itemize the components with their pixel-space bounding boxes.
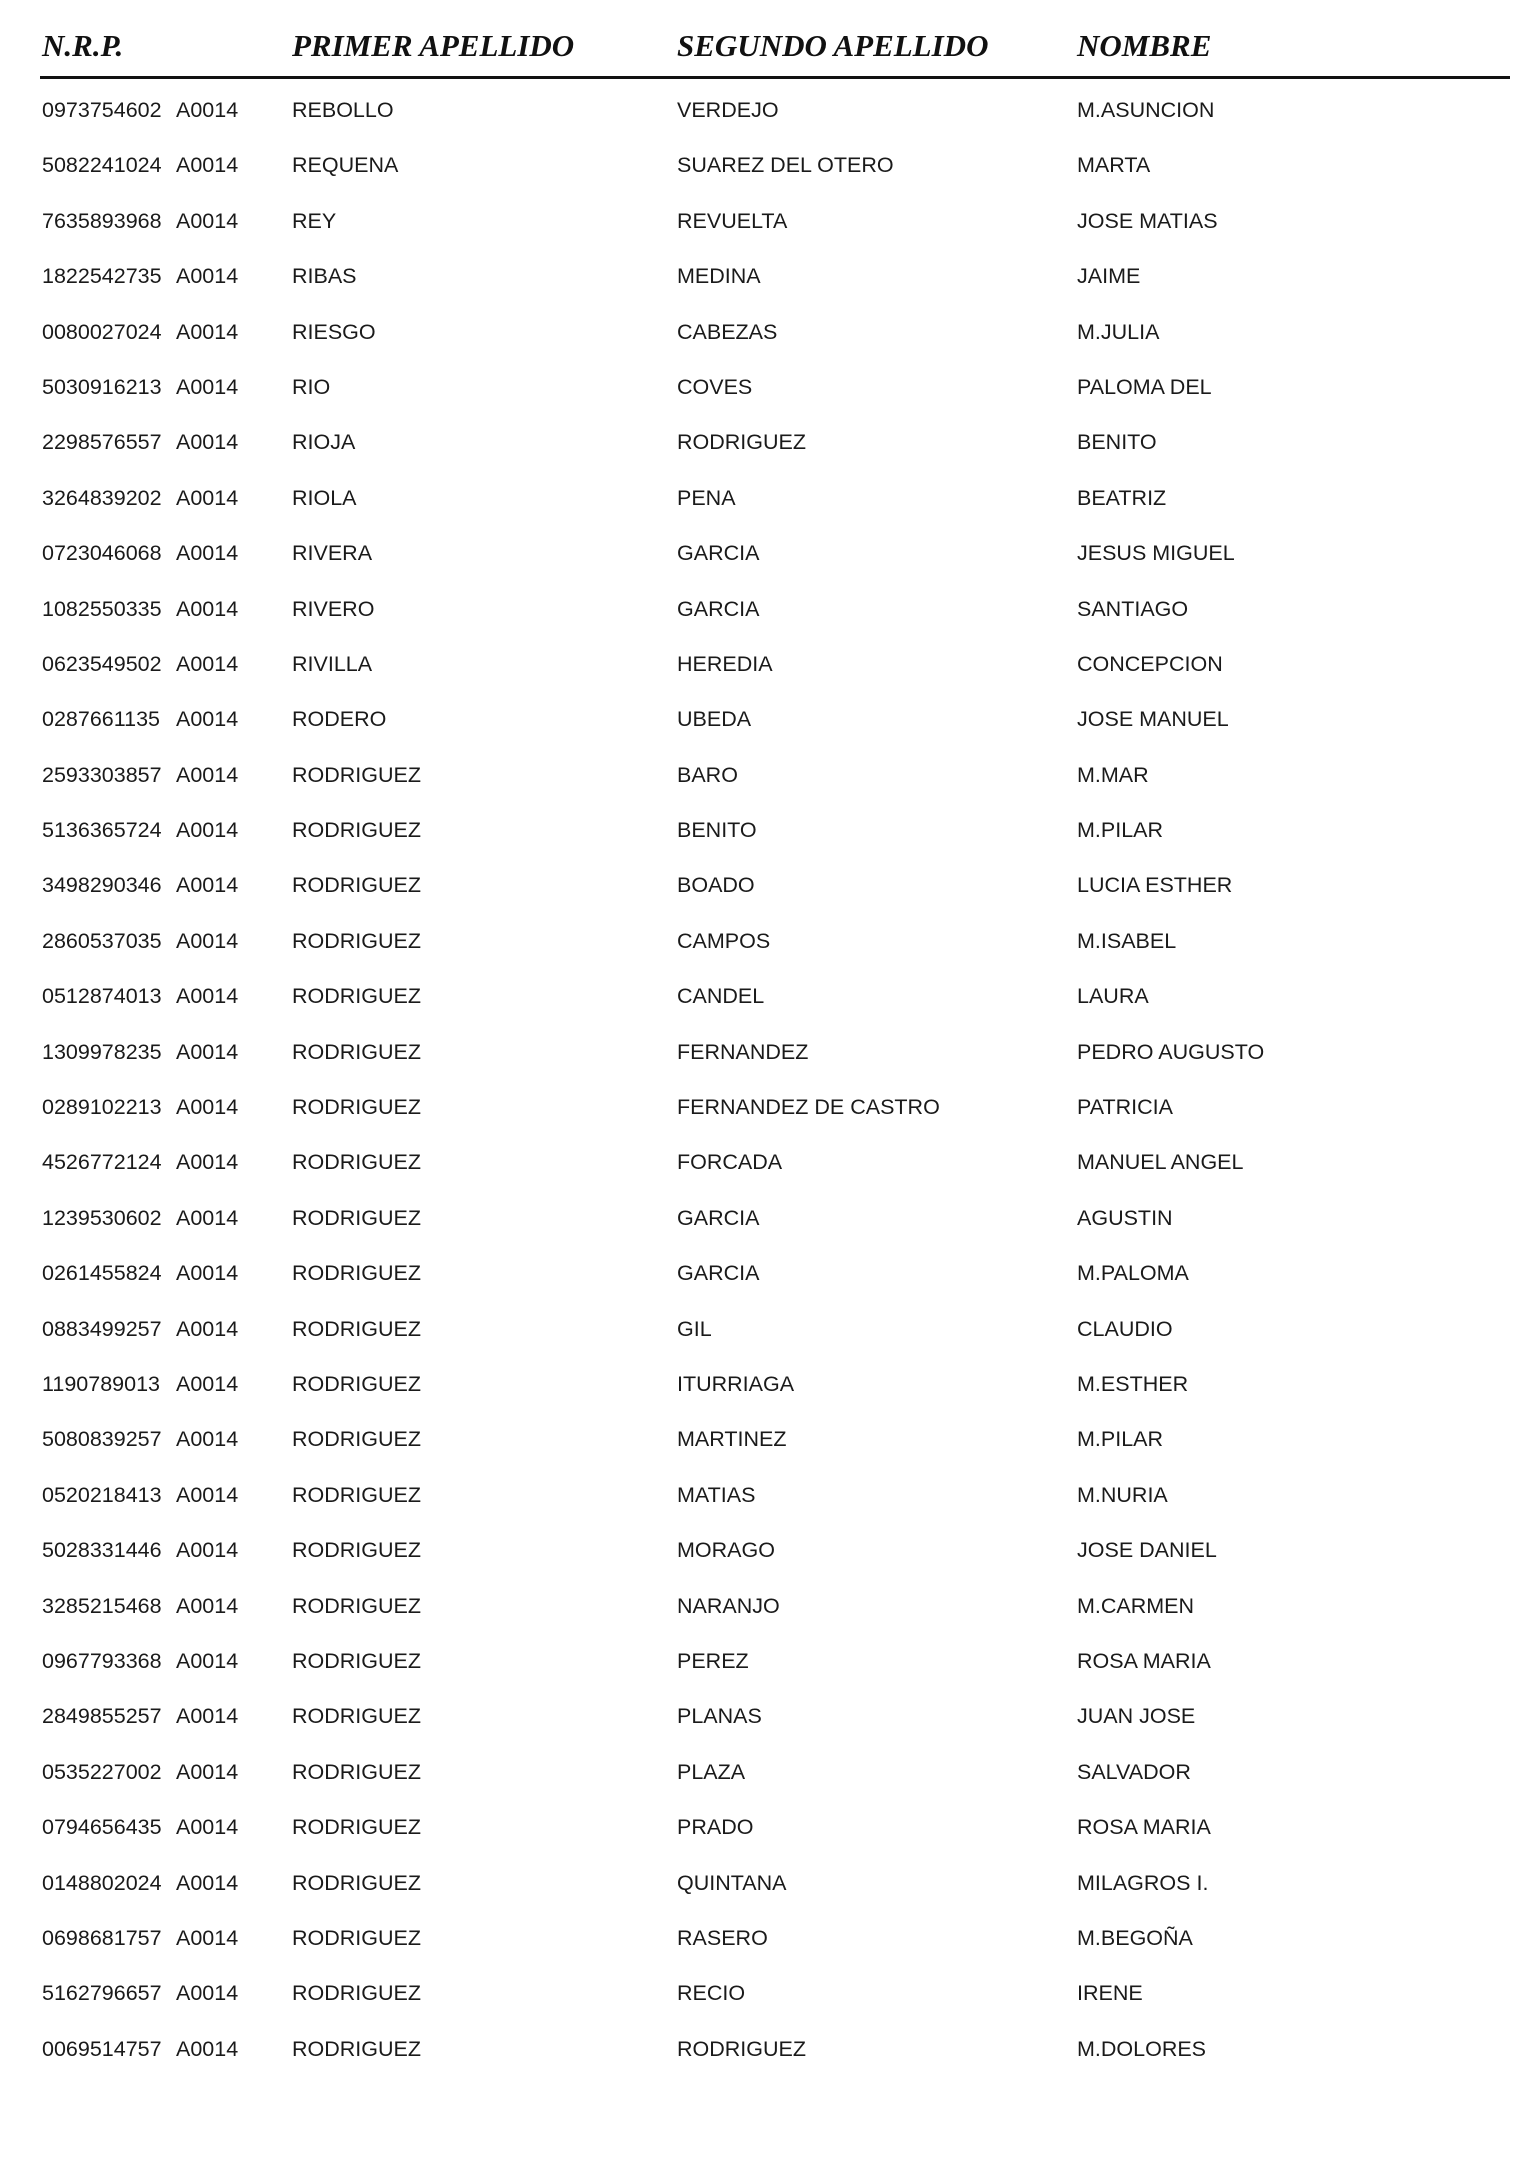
cell-nombre: M.ASUNCION bbox=[1077, 98, 1215, 122]
cell-nrp: 5162796657 bbox=[42, 1981, 162, 2006]
table-row bbox=[0, 420, 1536, 475]
table-row bbox=[0, 143, 1536, 198]
cell-nombre: LUCIA ESTHER bbox=[1077, 873, 1233, 898]
table-row bbox=[0, 199, 1536, 254]
cell-code: A0014 bbox=[176, 208, 239, 233]
cell-code: A0014 bbox=[176, 596, 239, 621]
header-primer-apellido: PRIMER APELLIDO bbox=[292, 28, 575, 63]
cell-nombre: M.ISABEL bbox=[1077, 928, 1177, 953]
table-header bbox=[40, 28, 1510, 72]
cell-code: A0014 bbox=[176, 264, 239, 289]
cell-nrp: 0512874013 bbox=[42, 984, 162, 1009]
cell-primer-apellido: RIOLA bbox=[292, 485, 357, 510]
cell-nombre: PALOMA DEL bbox=[1077, 374, 1212, 399]
cell-segundo-apellido: GARCIA bbox=[677, 596, 760, 621]
table-row bbox=[0, 1971, 1536, 2026]
cell-segundo-apellido: QUINTANA bbox=[677, 1870, 787, 1895]
cell-segundo-apellido: RODRIGUEZ bbox=[677, 2036, 806, 2061]
cell-code: A0014 bbox=[176, 1648, 239, 1673]
cell-primer-apellido: RODRIGUEZ bbox=[292, 1205, 421, 1230]
table-row bbox=[0, 1140, 1536, 1195]
cell-nombre: MARTA bbox=[1077, 153, 1151, 178]
cell-nrp: 0794656435 bbox=[42, 1815, 162, 1840]
cell-code: A0014 bbox=[176, 1981, 239, 2006]
table-row bbox=[0, 1750, 1536, 1805]
cell-code: A0014 bbox=[176, 319, 239, 344]
table-row bbox=[0, 365, 1536, 420]
cell-segundo-apellido: GARCIA bbox=[677, 1205, 760, 1230]
cell-nombre: JESUS MIGUEL bbox=[1077, 541, 1235, 566]
cell-nombre: ROSA MARIA bbox=[1077, 1815, 1211, 1840]
cell-segundo-apellido: COVES bbox=[677, 374, 753, 399]
cell-code: A0014 bbox=[176, 1704, 239, 1729]
cell-segundo-apellido: SUAREZ DEL OTERO bbox=[677, 153, 894, 178]
table-row bbox=[0, 1196, 1536, 1251]
table-row bbox=[0, 919, 1536, 974]
cell-code: A0014 bbox=[176, 1482, 239, 1507]
cell-nrp: 5030916213 bbox=[42, 374, 162, 399]
cell-nombre: CONCEPCION bbox=[1077, 651, 1223, 676]
cell-segundo-apellido: GIL bbox=[677, 1316, 712, 1341]
table-row bbox=[0, 808, 1536, 863]
cell-primer-apellido: REQUENA bbox=[292, 153, 399, 178]
cell-nrp: 0723046068 bbox=[42, 541, 162, 566]
cell-nombre: PATRICIA bbox=[1077, 1095, 1173, 1120]
cell-primer-apellido: RODRIGUEZ bbox=[292, 1150, 421, 1175]
cell-nombre: BEATRIZ bbox=[1077, 485, 1167, 510]
cell-code: A0014 bbox=[176, 1316, 239, 1341]
cell-code: A0014 bbox=[176, 762, 239, 787]
cell-code: A0014 bbox=[176, 873, 239, 898]
cell-primer-apellido: RODRIGUEZ bbox=[292, 1371, 421, 1396]
cell-nrp: 3498290346 bbox=[42, 873, 162, 898]
table-row bbox=[0, 863, 1536, 918]
cell-nombre: M.JULIA bbox=[1077, 319, 1160, 344]
cell-nrp: 0080027024 bbox=[42, 319, 162, 344]
table-row bbox=[0, 1694, 1536, 1749]
cell-nombre: M.DOLORES bbox=[1077, 2036, 1207, 2061]
cell-primer-apellido: RODRIGUEZ bbox=[292, 818, 421, 843]
cell-nrp: 0623549502 bbox=[42, 651, 162, 676]
cell-nombre: MILAGROS I. bbox=[1077, 1870, 1209, 1895]
table-row bbox=[0, 974, 1536, 1029]
table-row bbox=[0, 1085, 1536, 1140]
cell-code: A0014 bbox=[176, 928, 239, 953]
cell-segundo-apellido: CABEZAS bbox=[677, 319, 778, 344]
cell-nrp: 2298576557 bbox=[42, 430, 162, 455]
table-row bbox=[0, 476, 1536, 531]
cell-segundo-apellido: NARANJO bbox=[677, 1593, 780, 1618]
cell-segundo-apellido: BARO bbox=[677, 762, 738, 787]
table-row bbox=[0, 1528, 1536, 1583]
cell-primer-apellido: RODRIGUEZ bbox=[292, 984, 421, 1009]
cell-primer-apellido: RODRIGUEZ bbox=[292, 1482, 421, 1507]
cell-primer-apellido: RODRIGUEZ bbox=[292, 1427, 421, 1452]
header-nombre: NOMBRE bbox=[1077, 28, 1212, 63]
cell-segundo-apellido: PEREZ bbox=[677, 1648, 749, 1673]
cell-code: A0014 bbox=[176, 1925, 239, 1950]
cell-segundo-apellido: FERNANDEZ DE CASTRO bbox=[677, 1095, 940, 1120]
table-row bbox=[0, 2027, 1536, 2082]
cell-code: A0014 bbox=[176, 651, 239, 676]
cell-primer-apellido: RODRIGUEZ bbox=[292, 2036, 421, 2061]
cell-nrp: 0287661135 bbox=[42, 707, 160, 732]
cell-nombre: SANTIAGO bbox=[1077, 596, 1189, 621]
cell-primer-apellido: REBOLLO bbox=[292, 98, 394, 122]
cell-nombre: IRENE bbox=[1077, 1981, 1143, 2006]
cell-nrp: 0535227002 bbox=[42, 1759, 162, 1784]
cell-nombre: JOSE DANIEL bbox=[1077, 1538, 1217, 1563]
table-row bbox=[0, 753, 1536, 808]
cell-primer-apellido: RIBAS bbox=[292, 264, 357, 289]
cell-primer-apellido: RODRIGUEZ bbox=[292, 928, 421, 953]
cell-nrp: 3264839202 bbox=[42, 485, 162, 510]
cell-nrp: 1190789013 bbox=[42, 1371, 160, 1396]
cell-primer-apellido: RODRIGUEZ bbox=[292, 1981, 421, 2006]
cell-segundo-apellido: HEREDIA bbox=[677, 651, 773, 676]
cell-code: A0014 bbox=[176, 1261, 239, 1286]
cell-primer-apellido: RODRIGUEZ bbox=[292, 1925, 421, 1950]
cell-segundo-apellido: RASERO bbox=[677, 1925, 768, 1950]
cell-nrp: 0973754602 bbox=[42, 98, 162, 122]
cell-nrp: 5136365724 bbox=[42, 818, 162, 843]
cell-segundo-apellido: MEDINA bbox=[677, 264, 761, 289]
table-row bbox=[0, 1639, 1536, 1694]
cell-segundo-apellido: GARCIA bbox=[677, 541, 760, 566]
table-row bbox=[0, 1916, 1536, 1971]
cell-nombre: PEDRO AUGUSTO bbox=[1077, 1039, 1265, 1064]
cell-nrp: 5028331446 bbox=[42, 1538, 162, 1563]
cell-primer-apellido: RIO bbox=[292, 374, 331, 399]
cell-nombre: JUAN JOSE bbox=[1077, 1704, 1196, 1729]
cell-segundo-apellido: VERDEJO bbox=[677, 98, 779, 122]
cell-primer-apellido: RODRIGUEZ bbox=[292, 1759, 421, 1784]
table-row bbox=[0, 310, 1536, 365]
header-rule bbox=[40, 76, 1510, 79]
cell-nombre: M.NURIA bbox=[1077, 1482, 1168, 1507]
table-row bbox=[0, 1417, 1536, 1472]
cell-nombre: M.MAR bbox=[1077, 762, 1149, 787]
cell-segundo-apellido: MORAGO bbox=[677, 1538, 775, 1563]
cell-nombre: BENITO bbox=[1077, 430, 1157, 455]
cell-nrp: 0148802024 bbox=[42, 1870, 162, 1895]
cell-nombre: JOSE MANUEL bbox=[1077, 707, 1229, 732]
cell-nombre: M.PILAR bbox=[1077, 818, 1164, 843]
cell-nrp: 0261455824 bbox=[42, 1261, 162, 1286]
cell-primer-apellido: RIESGO bbox=[292, 319, 376, 344]
cell-nombre: JAIME bbox=[1077, 264, 1141, 289]
cell-segundo-apellido: FERNANDEZ bbox=[677, 1039, 809, 1064]
table-row bbox=[0, 642, 1536, 697]
cell-code: A0014 bbox=[176, 1039, 239, 1064]
table-row bbox=[0, 531, 1536, 586]
table-row bbox=[0, 1251, 1536, 1306]
table-row bbox=[0, 254, 1536, 309]
cell-nrp: 0289102213 bbox=[42, 1095, 162, 1120]
cell-nombre: MANUEL ANGEL bbox=[1077, 1150, 1244, 1175]
cell-segundo-apellido: UBEDA bbox=[677, 707, 752, 732]
cell-segundo-apellido: PENA bbox=[677, 485, 736, 510]
cell-primer-apellido: RODRIGUEZ bbox=[292, 1261, 421, 1286]
cell-segundo-apellido: MARTINEZ bbox=[677, 1427, 787, 1452]
cell-code: A0014 bbox=[176, 485, 239, 510]
cell-nrp: 3285215468 bbox=[42, 1593, 162, 1618]
cell-nrp: 0698681757 bbox=[42, 1925, 162, 1950]
cell-segundo-apellido: BENITO bbox=[677, 818, 757, 843]
cell-primer-apellido: RIVILLA bbox=[292, 651, 373, 676]
cell-segundo-apellido: REVUELTA bbox=[677, 208, 788, 233]
cell-code: A0014 bbox=[176, 1150, 239, 1175]
cell-segundo-apellido: GARCIA bbox=[677, 1261, 760, 1286]
cell-segundo-apellido: BOADO bbox=[677, 873, 755, 898]
cell-code: A0014 bbox=[176, 2036, 239, 2061]
cell-nombre: CLAUDIO bbox=[1077, 1316, 1173, 1341]
cell-nrp: 1082550335 bbox=[42, 596, 162, 621]
cell-nombre: M.BEGOÑA bbox=[1077, 1925, 1193, 1950]
cell-code: A0014 bbox=[176, 818, 239, 843]
cell-primer-apellido: RODRIGUEZ bbox=[292, 762, 421, 787]
header-nrp: N.R.P. bbox=[42, 28, 124, 63]
cell-code: A0014 bbox=[176, 1593, 239, 1618]
cell-code: A0014 bbox=[176, 984, 239, 1009]
cell-primer-apellido: RIOJA bbox=[292, 430, 356, 455]
header-segundo-apellido: SEGUNDO APELLIDO bbox=[677, 28, 989, 63]
cell-primer-apellido: RODRIGUEZ bbox=[292, 1095, 421, 1120]
cell-code: A0014 bbox=[176, 1538, 239, 1563]
cell-code: A0014 bbox=[176, 1815, 239, 1840]
cell-nrp: 0967793368 bbox=[42, 1648, 162, 1673]
cell-segundo-apellido: PLAZA bbox=[677, 1759, 746, 1784]
table-body bbox=[0, 88, 1536, 2082]
cell-nombre: AGUSTIN bbox=[1077, 1205, 1173, 1230]
cell-code: A0014 bbox=[176, 707, 239, 732]
cell-code: A0014 bbox=[176, 430, 239, 455]
cell-primer-apellido: RODRIGUEZ bbox=[292, 1870, 421, 1895]
cell-nrp: 0069514757 bbox=[42, 2036, 162, 2061]
cell-segundo-apellido: PLANAS bbox=[677, 1704, 762, 1729]
table-row bbox=[0, 1805, 1536, 1860]
cell-code: A0014 bbox=[176, 1870, 239, 1895]
cell-primer-apellido: RIVERO bbox=[292, 596, 375, 621]
cell-nrp: 5080839257 bbox=[42, 1427, 162, 1452]
cell-code: A0014 bbox=[176, 1205, 239, 1230]
cell-code: A0014 bbox=[176, 1759, 239, 1784]
cell-primer-apellido: RODRIGUEZ bbox=[292, 1039, 421, 1064]
cell-nrp: 1309978235 bbox=[42, 1039, 162, 1064]
cell-nrp: 5082241024 bbox=[42, 153, 162, 178]
cell-code: A0014 bbox=[176, 98, 239, 122]
cell-nombre: M.CARMEN bbox=[1077, 1593, 1195, 1618]
cell-primer-apellido: RODRIGUEZ bbox=[292, 1815, 421, 1840]
cell-primer-apellido: RODRIGUEZ bbox=[292, 1316, 421, 1341]
cell-primer-apellido: RODRIGUEZ bbox=[292, 1538, 421, 1563]
cell-segundo-apellido: ITURRIAGA bbox=[677, 1371, 795, 1396]
cell-nrp: 1822542735 bbox=[42, 264, 162, 289]
table-row bbox=[0, 697, 1536, 752]
cell-code: A0014 bbox=[176, 1095, 239, 1120]
cell-primer-apellido: RODRIGUEZ bbox=[292, 1593, 421, 1618]
cell-segundo-apellido: CANDEL bbox=[677, 984, 765, 1009]
cell-segundo-apellido: RECIO bbox=[677, 1981, 746, 2006]
cell-code: A0014 bbox=[176, 153, 239, 178]
cell-nombre: LAURA bbox=[1077, 984, 1149, 1009]
table-row bbox=[0, 1030, 1536, 1085]
cell-nrp: 7635893968 bbox=[42, 208, 162, 233]
cell-primer-apellido: RODRIGUEZ bbox=[292, 1704, 421, 1729]
cell-nrp: 0520218413 bbox=[42, 1482, 162, 1507]
cell-nrp: 2860537035 bbox=[42, 928, 162, 953]
cell-segundo-apellido: RODRIGUEZ bbox=[677, 430, 806, 455]
cell-segundo-apellido: MATIAS bbox=[677, 1482, 756, 1507]
cell-nombre: M.PILAR bbox=[1077, 1427, 1164, 1452]
cell-segundo-apellido: FORCADA bbox=[677, 1150, 783, 1175]
cell-primer-apellido: REY bbox=[292, 208, 337, 233]
table-row bbox=[0, 1584, 1536, 1639]
cell-nombre: M.PALOMA bbox=[1077, 1261, 1189, 1286]
cell-nombre: JOSE MATIAS bbox=[1077, 208, 1218, 233]
cell-nombre: SALVADOR bbox=[1077, 1759, 1191, 1784]
cell-code: A0014 bbox=[176, 374, 239, 399]
cell-code: A0014 bbox=[176, 1371, 239, 1396]
table-row bbox=[0, 88, 1536, 143]
cell-nombre: ROSA MARIA bbox=[1077, 1648, 1211, 1673]
table-row bbox=[0, 1861, 1536, 1916]
table-row bbox=[0, 1362, 1536, 1417]
cell-nrp: 2593303857 bbox=[42, 762, 162, 787]
cell-segundo-apellido: CAMPOS bbox=[677, 928, 771, 953]
cell-nrp: 1239530602 bbox=[42, 1205, 162, 1230]
table-row bbox=[0, 587, 1536, 642]
cell-nrp: 0883499257 bbox=[42, 1316, 162, 1341]
cell-primer-apellido: RODRIGUEZ bbox=[292, 873, 421, 898]
cell-segundo-apellido: PRADO bbox=[677, 1815, 754, 1840]
cell-code: A0014 bbox=[176, 1427, 239, 1452]
cell-nrp: 2849855257 bbox=[42, 1704, 162, 1729]
table-row bbox=[0, 1307, 1536, 1362]
cell-code: A0014 bbox=[176, 541, 239, 566]
table-row bbox=[0, 1473, 1536, 1528]
cell-nrp: 4526772124 bbox=[42, 1150, 162, 1175]
cell-primer-apellido: RIVERA bbox=[292, 541, 373, 566]
cell-primer-apellido: RODERO bbox=[292, 707, 387, 732]
cell-primer-apellido: RODRIGUEZ bbox=[292, 1648, 421, 1673]
cell-nombre: M.ESTHER bbox=[1077, 1371, 1189, 1396]
